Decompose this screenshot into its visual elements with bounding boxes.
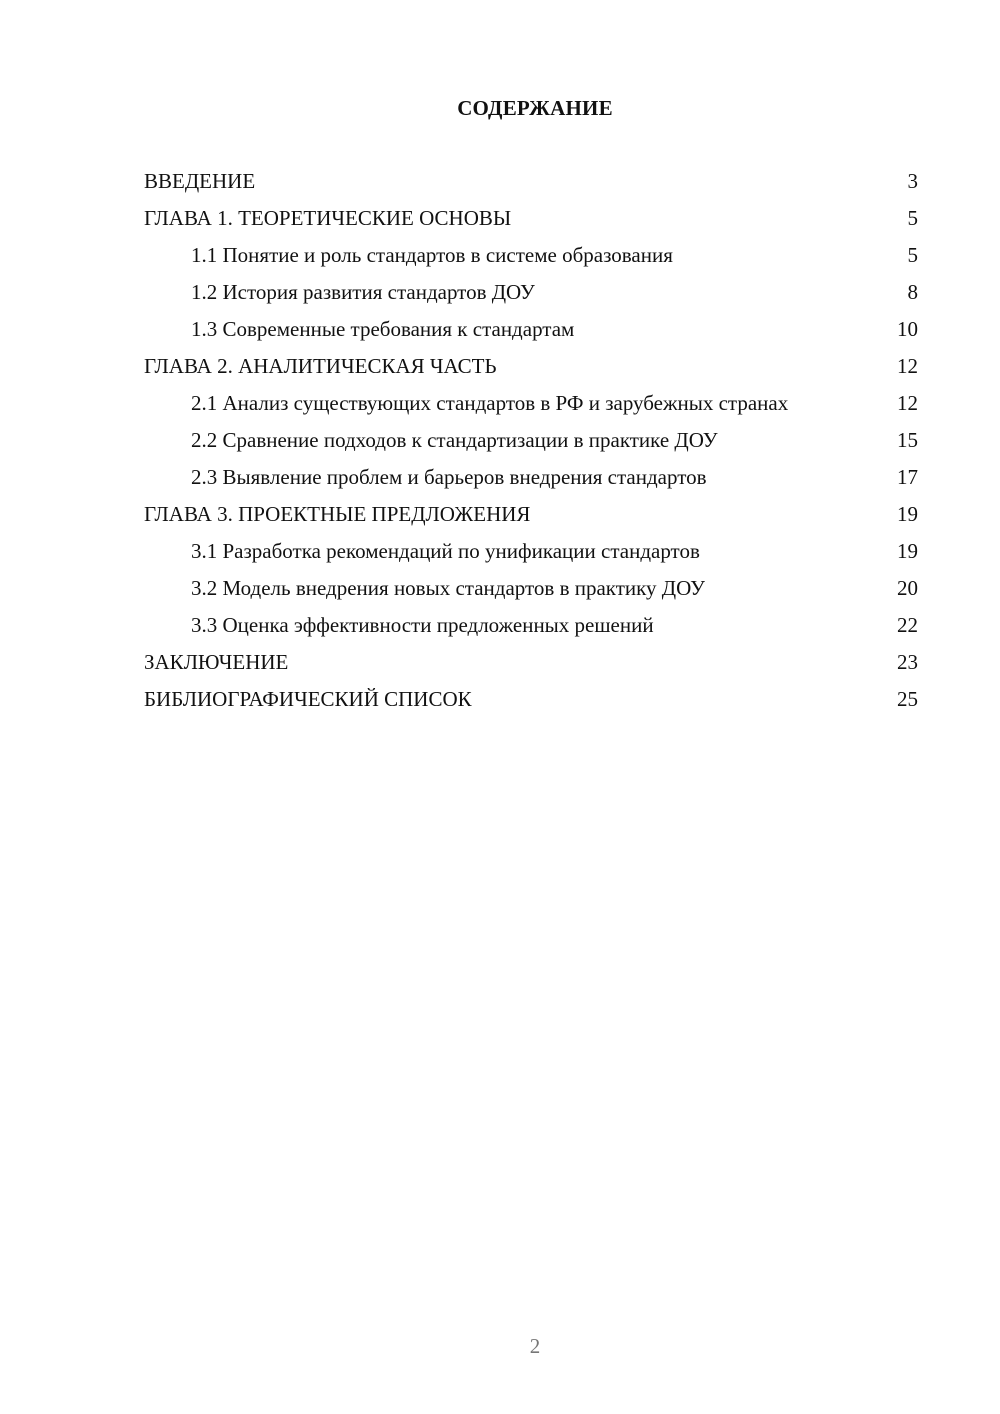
toc-entry-label: ЗАКЛЮЧЕНИЕ (144, 650, 289, 674)
toc-entry-section-1-1[interactable] (144, 242, 918, 268)
toc-entry-page: 10 (897, 317, 918, 341)
toc-entry-label: ГЛАВА 1. ТЕОРЕТИЧЕСКИЕ ОСНОВЫ (144, 206, 512, 230)
toc-entry-label: 3.1 Разработка рекомендаций по унификации стандартов (191, 539, 700, 563)
toc-entry-page: 17 (897, 465, 918, 489)
toc-entry-page: 20 (897, 576, 918, 600)
toc-entry-conclusion[interactable] (144, 649, 918, 675)
toc-entry-section-2-1[interactable] (144, 390, 918, 416)
toc-entry-chapter-3[interactable] (144, 501, 918, 527)
toc-entry-label: 1.1 Понятие и роль стандартов в системе образования (191, 243, 673, 267)
toc-entry-page: 19 (897, 539, 918, 563)
toc-entry-label: ВВЕДЕНИЕ (144, 169, 256, 193)
toc-entry-page: 19 (897, 502, 918, 526)
toc-entry-page: 12 (897, 391, 918, 415)
toc-entry-section-1-3[interactable] (144, 316, 918, 342)
toc-entry-page: 23 (897, 650, 918, 674)
toc-entry-label: ГЛАВА 2. АНАЛИТИЧЕСКАЯ ЧАСТЬ (144, 354, 497, 378)
toc-entry-page: 22 (897, 613, 918, 637)
toc-entry-label: 3.2 Модель внедрения новых стандартов в практику ДОУ (191, 576, 705, 600)
toc-entry-chapter-2[interactable] (144, 353, 918, 379)
page-title: СОДЕРЖАНИЕ (457, 96, 613, 120)
toc-entry-page: 12 (897, 354, 918, 378)
toc-entry-label: 2.1 Анализ существующих стандартов в РФ и зарубежных странах (191, 391, 789, 415)
toc-entry-introduction[interactable] (144, 168, 918, 194)
toc-entry-page: 8 (907, 280, 918, 304)
toc-entry-section-2-3[interactable] (144, 464, 918, 490)
toc-entry-label: 1.2 История развития стандартов ДОУ (191, 280, 535, 304)
toc-entry-bibliography[interactable] (144, 686, 918, 712)
toc-entry-page: 15 (897, 428, 918, 452)
toc-entry-label: ГЛАВА 3. ПРОЕКТНЫЕ ПРЕДЛОЖЕНИЯ (144, 502, 531, 526)
toc-entry-page: 3 (907, 169, 918, 193)
toc-entry-page: 5 (907, 206, 918, 230)
toc-entry-section-3-3[interactable] (144, 612, 918, 638)
toc-entry-label: БИБЛИОГРАФИЧЕСКИЙ СПИСОК (144, 687, 472, 711)
toc-entry-page: 25 (897, 687, 918, 711)
toc-entry-section-3-1[interactable] (144, 538, 918, 564)
toc-entry-page: 5 (907, 243, 918, 267)
toc-entry-label: 1.3 Современные требования к стандартам (191, 317, 575, 341)
toc-entry-section-3-2[interactable] (144, 575, 918, 601)
toc-entry-section-2-2[interactable] (144, 427, 918, 453)
toc-entry-section-1-2[interactable] (144, 279, 918, 305)
toc-entry-label: 2.2 Сравнение подходов к стандартизации в практике ДОУ (191, 428, 718, 452)
toc-entry-chapter-1[interactable] (144, 205, 918, 231)
toc-entry-label: 2.3 Выявление проблем и барьеров внедрения стандартов (191, 465, 707, 489)
toc-entry-label: 3.3 Оценка эффективности предложенных решений (191, 613, 654, 637)
page-number: 2 (529, 1334, 541, 1358)
table-of-contents (144, 168, 918, 723)
